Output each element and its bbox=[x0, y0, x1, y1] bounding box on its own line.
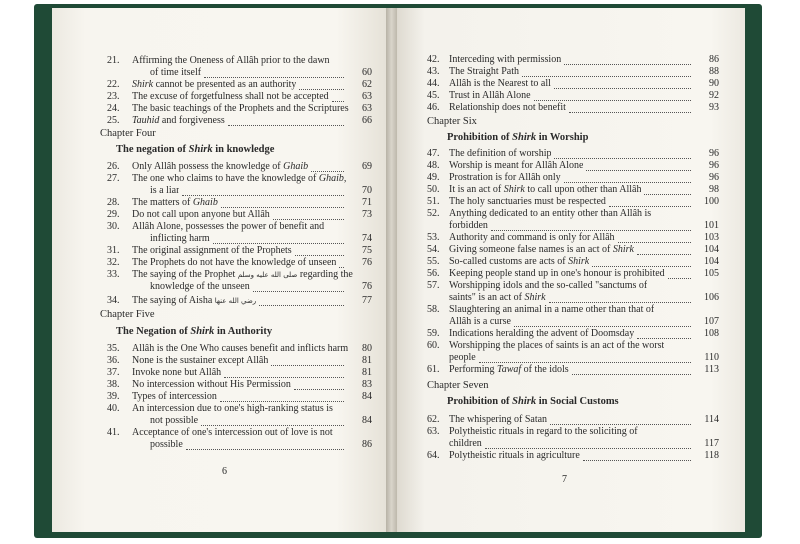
toc-entry bbox=[397, 232, 731, 244]
toc-entry bbox=[52, 197, 384, 209]
toc-entry bbox=[397, 184, 731, 196]
dot-leader bbox=[564, 55, 691, 65]
entry-title: None is the sustainer except Allâh bbox=[132, 355, 269, 366]
entry-page-number: 96 bbox=[709, 172, 719, 183]
dot-leader bbox=[201, 416, 344, 426]
entry-title: Giving someone false names is an act of Shirk bbox=[449, 244, 634, 255]
page-number: 6 bbox=[222, 466, 227, 477]
entry-title: Performing Tawaf of the idols bbox=[449, 364, 569, 375]
entry-title: An intercession due to one's high-ranking status is bbox=[132, 403, 333, 414]
entry-title-continued: knowledge of the unseen bbox=[150, 281, 250, 292]
entry-title-continued: children bbox=[449, 438, 482, 449]
entry-page-number: 84 bbox=[362, 391, 372, 402]
dot-leader bbox=[637, 329, 691, 339]
entry-number: 24. bbox=[107, 103, 120, 114]
entry-page-number: 107 bbox=[704, 316, 719, 327]
page-number: 7 bbox=[562, 474, 567, 485]
dot-leader bbox=[583, 451, 691, 461]
entry-title: The original assignment of the Prophets bbox=[132, 245, 292, 256]
entry-title: Slaughtering an animal in a name other than that of bbox=[449, 304, 655, 315]
entry-number: 25. bbox=[107, 115, 120, 126]
dot-leader bbox=[182, 186, 344, 196]
dot-leader bbox=[644, 185, 691, 195]
entry-page-number: 101 bbox=[704, 220, 719, 231]
entry-page-number: 80 bbox=[362, 343, 372, 354]
toc-entry bbox=[397, 66, 731, 78]
chapter-heading: Chapter Four bbox=[100, 128, 156, 139]
entry-page-number: 118 bbox=[704, 450, 719, 461]
entry-title: The excuse of forgetfulness shall not be accepted bbox=[132, 91, 329, 102]
dot-leader bbox=[213, 234, 344, 244]
toc-entry bbox=[52, 55, 384, 79]
toc-entry bbox=[397, 78, 731, 90]
dot-leader bbox=[479, 353, 691, 363]
entry-page-number: 60 bbox=[362, 67, 372, 78]
dot-leader bbox=[339, 258, 344, 268]
dot-leader bbox=[554, 149, 691, 159]
entry-page-number: 81 bbox=[362, 367, 372, 378]
entry-title: The Straight Path bbox=[449, 66, 519, 77]
entry-title: Invoke none but Allâh bbox=[132, 367, 222, 378]
entry-page-number: 69 bbox=[362, 161, 372, 172]
chapter-heading: Chapter Six bbox=[427, 116, 477, 127]
dot-leader bbox=[592, 257, 691, 267]
entry-title-continued: forbidden bbox=[449, 220, 488, 231]
entry-page-number: 93 bbox=[709, 102, 719, 113]
entry-number: 51. bbox=[427, 196, 440, 207]
entry-number: 26. bbox=[107, 161, 120, 172]
entry-number: 64. bbox=[427, 450, 440, 461]
entry-title: Tauhid and forgiveness bbox=[132, 115, 225, 126]
dot-leader bbox=[564, 173, 691, 183]
entry-page-number: 90 bbox=[709, 78, 719, 89]
entry-title-continued: is a liar bbox=[150, 185, 180, 196]
book-spine-gutter bbox=[386, 8, 397, 532]
entry-page-number: 104 bbox=[704, 256, 719, 267]
toc-entry bbox=[52, 295, 384, 307]
entry-number: 28. bbox=[107, 197, 120, 208]
toc-entry bbox=[52, 245, 384, 257]
entry-page-number: 106 bbox=[704, 292, 719, 303]
entry-number: 40. bbox=[107, 403, 120, 414]
dot-leader bbox=[204, 68, 344, 78]
dot-leader bbox=[271, 356, 344, 366]
entry-page-number: 117 bbox=[704, 438, 719, 449]
dot-leader bbox=[618, 233, 691, 243]
entry-number: 32. bbox=[107, 257, 120, 268]
toc-entry bbox=[397, 148, 731, 160]
section-heading: The Negation of Shirk in Authority bbox=[116, 326, 273, 337]
dot-leader bbox=[572, 365, 691, 375]
entry-number: 56. bbox=[427, 268, 440, 279]
entry-number: 34. bbox=[107, 295, 120, 306]
entry-number: 59. bbox=[427, 328, 440, 339]
entry-title: Allâh is the Nearest to all bbox=[449, 78, 551, 89]
toc-entry bbox=[52, 379, 384, 391]
dot-leader bbox=[549, 293, 691, 303]
dot-leader bbox=[522, 67, 691, 77]
entry-page-number: 114 bbox=[704, 414, 719, 425]
entry-page-number: 104 bbox=[704, 244, 719, 255]
entry-page-number: 105 bbox=[704, 268, 719, 279]
entry-number: 29. bbox=[107, 209, 120, 220]
toc-entry bbox=[52, 79, 384, 91]
left-page bbox=[52, 8, 386, 532]
toc-entry bbox=[52, 173, 384, 197]
toc-entry bbox=[397, 90, 731, 102]
entry-page-number: 75 bbox=[362, 245, 372, 256]
toc-entry bbox=[397, 256, 731, 268]
dot-leader bbox=[491, 221, 691, 231]
entry-title: The holy sanctuaries must be respected bbox=[449, 196, 606, 207]
toc-entry bbox=[397, 268, 731, 280]
entry-number: 31. bbox=[107, 245, 120, 256]
toc-entry bbox=[397, 340, 731, 364]
toc-entry bbox=[397, 54, 731, 66]
dot-leader bbox=[569, 103, 691, 113]
entry-page-number: 88 bbox=[709, 66, 719, 77]
entry-page-number: 92 bbox=[709, 90, 719, 101]
entry-number: 30. bbox=[107, 221, 120, 232]
entry-number: 23. bbox=[107, 91, 120, 102]
toc-entry bbox=[397, 328, 731, 340]
dot-leader bbox=[224, 368, 344, 378]
toc-entry bbox=[52, 91, 384, 103]
entry-title: Authority and command is only for Allâh bbox=[449, 232, 615, 243]
toc-entry bbox=[397, 304, 731, 328]
chapter-heading: Chapter Seven bbox=[427, 380, 489, 391]
entry-number: 37. bbox=[107, 367, 120, 378]
entry-number: 43. bbox=[427, 66, 440, 77]
entry-number: 57. bbox=[427, 280, 440, 291]
entry-page-number: 108 bbox=[704, 328, 719, 339]
entry-title: Polytheistic rituals in regard to the soliciting of bbox=[449, 426, 638, 437]
entry-number: 47. bbox=[427, 148, 440, 159]
toc-entry bbox=[397, 450, 731, 462]
entry-number: 58. bbox=[427, 304, 440, 315]
dot-leader bbox=[637, 245, 691, 255]
entry-title: The Prophets do not have the knowledge of unseen bbox=[132, 257, 337, 268]
entry-title: The one who claims to have the knowledge of Ghaib, bbox=[132, 173, 347, 184]
entry-number: 48. bbox=[427, 160, 440, 171]
entry-title: The matters of Ghaib bbox=[132, 197, 218, 208]
entry-title: Types of intercession bbox=[132, 391, 217, 402]
entry-title: Worship is meant for Allâh Alone bbox=[449, 160, 584, 171]
entry-page-number: 110 bbox=[704, 352, 719, 363]
entry-title: The whispering of Satan bbox=[449, 414, 548, 425]
entry-number: 52. bbox=[427, 208, 440, 219]
entry-number: 49. bbox=[427, 172, 440, 183]
entry-page-number: 62 bbox=[362, 79, 372, 90]
entry-title: Trust in Allâh Alone bbox=[449, 90, 531, 101]
entry-page-number: 86 bbox=[362, 439, 372, 450]
entry-title: Only Allâh possess the knowledge of Ghaib bbox=[132, 161, 309, 172]
dot-leader bbox=[294, 380, 344, 390]
dot-leader bbox=[534, 91, 691, 101]
section-heading: Prohibition of Shirk in Worship bbox=[447, 132, 589, 143]
entry-title-continued: Allâh is a curse bbox=[449, 316, 511, 327]
dot-leader bbox=[295, 246, 344, 256]
entry-page-number: 98 bbox=[709, 184, 719, 195]
entry-title: Polytheistic rituals in agriculture bbox=[449, 450, 580, 461]
entry-title: Affirming the Oneness of Allâh prior to the dawn bbox=[132, 55, 330, 66]
entry-number: 38. bbox=[107, 379, 120, 390]
toc-entry bbox=[52, 257, 384, 269]
right-page bbox=[397, 8, 745, 532]
entry-title: The saying of the Prophet صلى الله عليه وسلم regarding the bbox=[132, 269, 353, 280]
entry-page-number: 86 bbox=[709, 54, 719, 65]
entry-page-number: 73 bbox=[362, 209, 372, 220]
entry-number: 33. bbox=[107, 269, 120, 280]
entry-title: Indications heralding the advent of Doomsday bbox=[449, 328, 635, 339]
toc-entry bbox=[52, 355, 384, 367]
entry-number: 60. bbox=[427, 340, 440, 351]
toc-entry bbox=[52, 161, 384, 173]
toc-entry bbox=[397, 102, 731, 114]
entry-title-continued: saints" is an act of Shirk bbox=[449, 292, 546, 303]
dot-leader bbox=[259, 296, 344, 306]
entry-page-number: 113 bbox=[704, 364, 719, 375]
entry-title-continued: inflicting harm bbox=[150, 233, 210, 244]
dot-leader bbox=[220, 392, 344, 402]
entry-page-number: 66 bbox=[362, 115, 372, 126]
entry-title: Relationship does not benefit bbox=[449, 102, 566, 113]
dot-leader bbox=[332, 92, 344, 102]
dot-leader bbox=[485, 439, 691, 449]
entry-page-number: 76 bbox=[362, 281, 372, 292]
toc-entry bbox=[397, 208, 731, 232]
entry-number: 27. bbox=[107, 173, 120, 184]
entry-number: 44. bbox=[427, 78, 440, 89]
entry-page-number: 83 bbox=[362, 379, 372, 390]
entry-number: 53. bbox=[427, 232, 440, 243]
entry-number: 41. bbox=[107, 427, 120, 438]
entry-title: Shirk cannot be presented as an authority bbox=[132, 79, 297, 90]
toc-entry bbox=[52, 427, 384, 451]
entry-number: 35. bbox=[107, 343, 120, 354]
entry-page-number: 63 bbox=[362, 103, 372, 114]
dot-leader bbox=[299, 80, 344, 90]
dot-leader bbox=[228, 116, 344, 126]
entry-number: 42. bbox=[427, 54, 440, 65]
toc-entry bbox=[52, 221, 384, 245]
toc-entry bbox=[52, 209, 384, 221]
dot-leader bbox=[514, 317, 691, 327]
toc-entry bbox=[52, 115, 384, 127]
entry-number: 21. bbox=[107, 55, 120, 66]
entry-title: Allâh Alone, possesses the power of benefit and bbox=[132, 221, 325, 232]
entry-number: 22. bbox=[107, 79, 120, 90]
dot-leader bbox=[609, 197, 691, 207]
entry-title: Anything dedicated to an entity other than Allâh is bbox=[449, 208, 652, 219]
entry-page-number: 77 bbox=[362, 295, 372, 306]
dot-leader bbox=[668, 269, 691, 279]
dot-leader bbox=[186, 440, 344, 450]
entry-number: 46. bbox=[427, 102, 440, 113]
entry-title: Worshipping the places of saints is an act of the worst bbox=[449, 340, 665, 351]
toc-entry bbox=[397, 414, 731, 426]
entry-page-number: 71 bbox=[362, 197, 372, 208]
entry-title: Prostration is for Allâh only bbox=[449, 172, 561, 183]
entry-number: 55. bbox=[427, 256, 440, 267]
entry-number: 62. bbox=[427, 414, 440, 425]
entry-title: Keeping people stand up in one's honour is prohibited bbox=[449, 268, 665, 279]
entry-page-number: 100 bbox=[704, 196, 719, 207]
toc-entry bbox=[397, 280, 731, 304]
toc-entry bbox=[52, 367, 384, 379]
entry-page-number: 96 bbox=[709, 148, 719, 159]
entry-title: The basic teachings of the Prophets and the Scriptures bbox=[132, 103, 349, 114]
dot-leader bbox=[311, 162, 344, 172]
entry-title: Acceptance of one's intercession out of love is not bbox=[132, 427, 333, 438]
dot-leader bbox=[253, 282, 344, 292]
entry-title: Do not call upon anyone but Allâh bbox=[132, 209, 270, 220]
toc-entry bbox=[397, 364, 731, 376]
toc-entry bbox=[397, 426, 731, 450]
entry-title: It is an act of Shirk to call upon other than Allâh bbox=[449, 184, 642, 195]
entry-title: Interceding with permission bbox=[449, 54, 562, 65]
entry-page-number: 70 bbox=[362, 185, 372, 196]
entry-title: The saying of Aisha رضي الله عنها bbox=[132, 295, 257, 306]
dot-leader bbox=[550, 415, 691, 425]
entry-number: 36. bbox=[107, 355, 120, 366]
toc-entry bbox=[52, 391, 384, 403]
entry-page-number: 81 bbox=[362, 355, 372, 366]
entry-title-continued: not possible bbox=[150, 415, 199, 426]
entry-number: 61. bbox=[427, 364, 440, 375]
entry-page-number: 84 bbox=[362, 415, 372, 426]
toc-entry bbox=[397, 244, 731, 256]
entry-page-number: 74 bbox=[362, 233, 372, 244]
toc-entry bbox=[397, 160, 731, 172]
entry-title: So-called customs are acts of Shirk bbox=[449, 256, 590, 267]
entry-title: The definition of worship bbox=[449, 148, 552, 159]
entry-page-number: 96 bbox=[709, 160, 719, 171]
toc-entry bbox=[52, 269, 384, 293]
entry-number: 39. bbox=[107, 391, 120, 402]
section-heading: Prohibition of Shirk in Social Customs bbox=[447, 396, 619, 407]
entry-number: 54. bbox=[427, 244, 440, 255]
toc-entry bbox=[52, 103, 384, 115]
dot-leader bbox=[554, 79, 691, 89]
entry-number: 50. bbox=[427, 184, 440, 195]
dot-leader bbox=[586, 161, 691, 171]
dot-leader bbox=[221, 198, 344, 208]
section-heading: The negation of Shirk in knowledge bbox=[116, 144, 275, 155]
entry-page-number: 63 bbox=[362, 91, 372, 102]
toc-entry bbox=[397, 172, 731, 184]
entry-title-continued: of time itself bbox=[150, 67, 202, 78]
entry-number: 63. bbox=[427, 426, 440, 437]
toc-entry bbox=[52, 343, 384, 355]
entry-number: 45. bbox=[427, 90, 440, 101]
entry-title-continued: possible bbox=[150, 439, 183, 450]
entry-page-number: 103 bbox=[704, 232, 719, 243]
entry-title: Allâh is the One Who causes benefit and inflicts harm bbox=[132, 343, 349, 354]
dot-leader bbox=[273, 210, 344, 220]
chapter-heading: Chapter Five bbox=[100, 309, 155, 320]
entry-title-continued: people bbox=[449, 352, 476, 363]
entry-page-number: 76 bbox=[362, 257, 372, 268]
entry-title: Worshipping idols and the so-called "sanctums of bbox=[449, 280, 648, 291]
entry-title: No intercession without His Permission bbox=[132, 379, 291, 390]
toc-entry bbox=[397, 196, 731, 208]
toc-entry bbox=[52, 403, 384, 427]
